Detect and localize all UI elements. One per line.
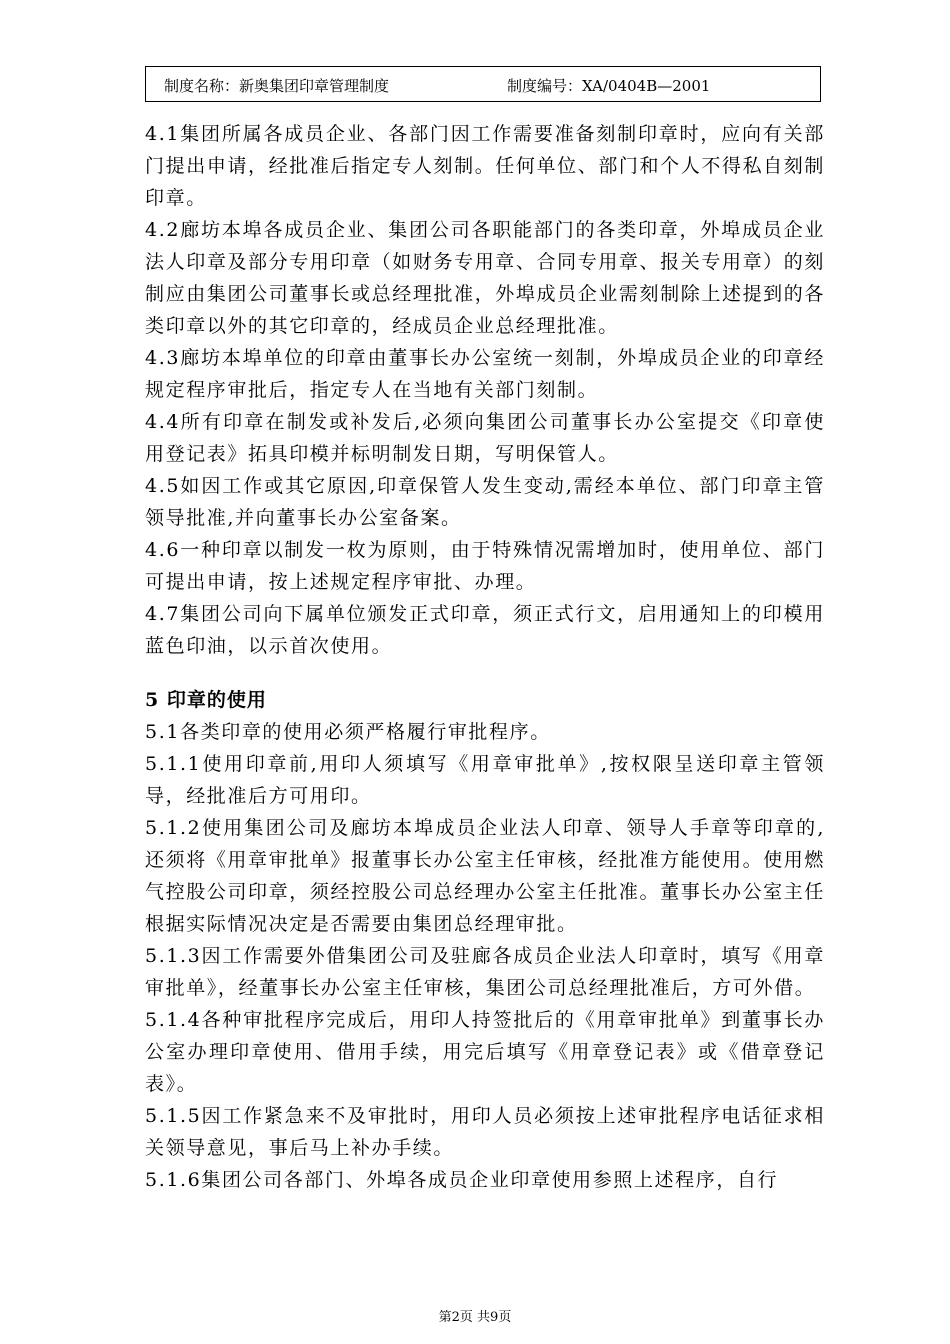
policy-code: 制度编号：XA/0404B—2001	[507, 77, 711, 95]
paragraph-5-1: 5.1各类印章的使用必须严格履行审批程序。	[145, 721, 551, 743]
paragraph-4-6: 4.6一种印章以制发一枚为原则，由于特殊情况需增加时，使用单位、部门可提出申请，按上述规定程序审批、办理。	[145, 539, 825, 593]
paragraph-5-1-2: 5.1.2使用集团公司及廊坊本埠成员企业法人印章、领导人手章等印章的,还须将《用章审批单》报董事长办公室主任审核，经批准方能使用。使用燃气控股公司印章，须经控股公司总经理办公室主任批准。董事长办公室主任根据实际情况决定是否需要由集团总经理审批。	[145, 817, 825, 935]
paragraph-5-1-1: 5.1.1使用印章前,用印人须填写《用章审批单》,按权限呈送印章主管领导，经批准后方可用印。	[145, 753, 825, 807]
paragraph-4-2: 4.2廊坊本埠各成员企业、集团公司各职能部门的各类印章，外埠成员企业法人印章及部分专用印章（如财务专用章、合同专用章、报关专用章）的刻制应由集团公司董事长或总经理批准，外埠成员企业需刻制除上述提到的各类印章以外的其它印章的，经成员企业总经理批准。	[145, 219, 825, 337]
paragraph-4-7: 4.7集团公司向下属单位颁发正式印章，须正式行文，启用通知上的印模用蓝色印油，以示首次使用。	[145, 603, 825, 657]
paragraph-4-5: 4.5如因工作或其它原因,印章保管人发生变动,需经本单位、部门印章主管领导批准,并向董事长办公室备案。	[145, 475, 825, 529]
policy-name: 制度名称：新奥集团印章管理制度	[164, 77, 390, 95]
paragraph-4-3: 4.3廊坊本埠单位的印章由董事长办公室统一刻制，外埠成员企业的印章经规定程序审批后，指定专人在当地有关部门刻制。	[145, 347, 825, 401]
paragraph-4-4: 4.4所有印章在制发或补发后,必须向集团公司董事长办公室提交《印章使用登记表》拓具印模并标明制发日期，写明保管人。	[145, 411, 825, 465]
section-5-heading: 5 印章的使用	[145, 689, 267, 711]
paragraph-5-1-6: 5.1.6集团公司各部门、外埠各成员企业印章使用参照上述程序，自行	[145, 1169, 779, 1191]
paragraph-5-1-4: 5.1.4各种审批程序完成后，用印人持签批后的《用章审批单》到董事长办公室办理印章使用、借用手续，用完后填写《用章登记表》或《借章登记表》。	[145, 1009, 825, 1095]
paragraph-5-1-3: 5.1.3因工作需要外借集团公司及驻廊各成员企业法人印章时，填写《用章审批单》，经董事长办公室主任审核，集团公司总经理批准后，方可外借。	[145, 945, 825, 999]
document-header	[145, 66, 821, 102]
page-number: 第2页 共9页	[438, 1310, 512, 1325]
document-body	[145, 118, 825, 1196]
paragraph-4-1: 4.1集团所属各成员企业、各部门因工作需要准备刻制印章时，应向有关部门提出申请，经批准后指定专人刻制。任何单位、部门和个人不得私自刻制印章。	[145, 123, 825, 209]
paragraph-5-1-5: 5.1.5因工作紧急来不及审批时，用印人员必须按上述审批程序电话征求相关领导意见，事后马上补办手续。	[145, 1105, 825, 1159]
